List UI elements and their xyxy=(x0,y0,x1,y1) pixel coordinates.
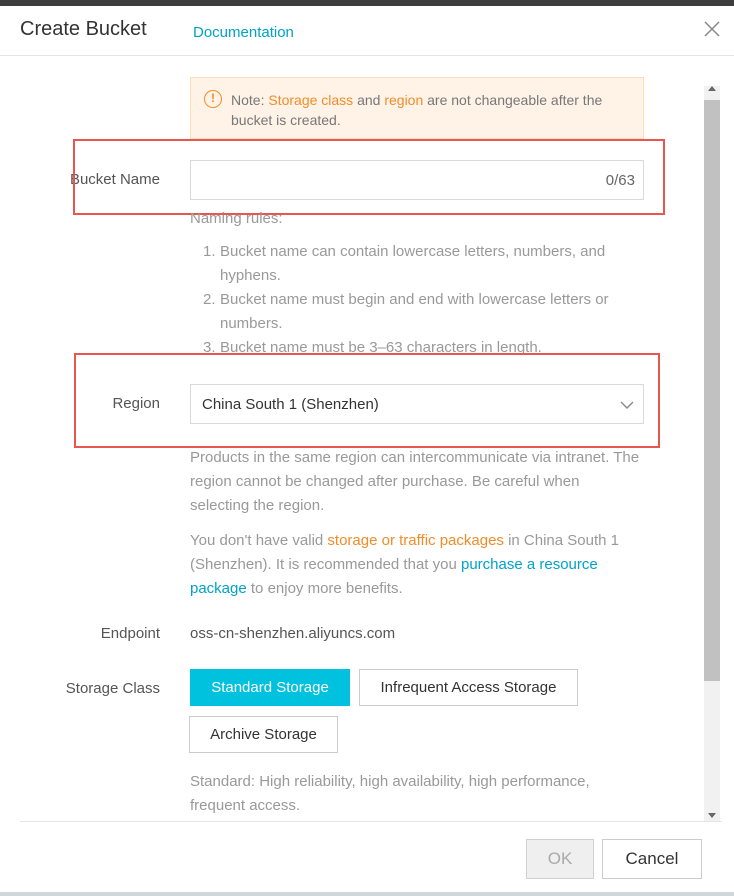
note-storage-class: Storage class xyxy=(268,92,354,108)
region-label: Region xyxy=(112,395,160,412)
scroll-down-arrow-icon[interactable] xyxy=(708,813,716,818)
note-and: and xyxy=(353,92,385,108)
scroll-up-arrow-icon[interactable] xyxy=(708,86,716,91)
package-hint-text: You don't have valid xyxy=(190,532,328,549)
standard-storage-button[interactable]: Standard Storage xyxy=(190,669,350,706)
rule-number: 3. xyxy=(203,339,216,356)
infrequent-access-storage-button[interactable]: Infrequent Access Storage xyxy=(359,669,578,706)
package-hint xyxy=(190,529,650,601)
region-select[interactable] xyxy=(190,384,644,424)
note-text xyxy=(231,90,631,130)
bucket-name-label: Bucket Name xyxy=(69,171,160,188)
region-hint: Products in the same region can intercommunicate via intranet. The region cannot be changed after purchase. Be careful when selecting the region. xyxy=(190,449,640,514)
note-prefix: Note: xyxy=(231,92,269,108)
naming-rules-title: Naming rules: xyxy=(190,210,283,227)
rule-text: Bucket name must begin and end with lowercase letters or numbers. xyxy=(220,291,609,332)
archive-storage-button[interactable]: Archive Storage xyxy=(189,716,338,753)
list-item xyxy=(190,288,650,336)
bucket-name-input[interactable] xyxy=(190,160,644,200)
dialog-header xyxy=(0,6,734,56)
note-region: region xyxy=(384,92,424,108)
region-selected-value: China South 1 (Shenzhen) xyxy=(202,396,379,413)
footer-divider xyxy=(20,821,722,822)
dialog-body xyxy=(0,57,734,821)
chevron-down-icon xyxy=(619,397,635,413)
storage-packages-link[interactable]: storage or traffic packages xyxy=(327,532,504,549)
endpoint-value: oss-cn-shenzhen.aliyuncs.com xyxy=(190,625,396,642)
scrollbar-thumb[interactable] xyxy=(704,100,720,681)
documentation-link[interactable]: Documentation xyxy=(193,24,294,41)
rule-text: Bucket name must be 3–63 characters in length. xyxy=(220,339,542,356)
rule-number: 2. xyxy=(203,291,216,308)
package-hint-text: to enjoy more benefits. xyxy=(246,580,403,597)
purchase-package-link[interactable]: purchase a resource package xyxy=(190,556,598,597)
scrollbar[interactable] xyxy=(704,86,720,821)
note-suffix: are not changeable after the bucket is created. xyxy=(231,92,603,128)
ok-button[interactable]: OK xyxy=(526,839,594,879)
list-item xyxy=(190,336,650,360)
endpoint-label: Endpoint xyxy=(100,625,160,642)
bottom-bar xyxy=(0,892,734,896)
close-icon[interactable] xyxy=(702,19,722,39)
rule-text: Bucket name can contain lowercase letters, numbers, and hyphens. xyxy=(220,243,606,284)
warning-note xyxy=(190,77,644,139)
storage-class-description: Standard: High reliability, high availability, high performance, frequent access. xyxy=(190,773,590,814)
char-counter: 0/63 xyxy=(605,172,635,189)
warning-icon: ! xyxy=(204,90,222,108)
package-hint-text: in China South 1 (Shenzhen). It is recommended that you xyxy=(190,532,619,573)
storage-class-label: Storage Class xyxy=(65,680,160,697)
dialog-title: Create Bucket xyxy=(20,18,147,40)
cancel-button[interactable]: Cancel xyxy=(602,839,702,879)
list-item xyxy=(190,240,650,288)
create-bucket-dialog xyxy=(0,6,734,896)
rule-number: 1. xyxy=(203,243,216,260)
naming-rules-list xyxy=(190,240,650,360)
